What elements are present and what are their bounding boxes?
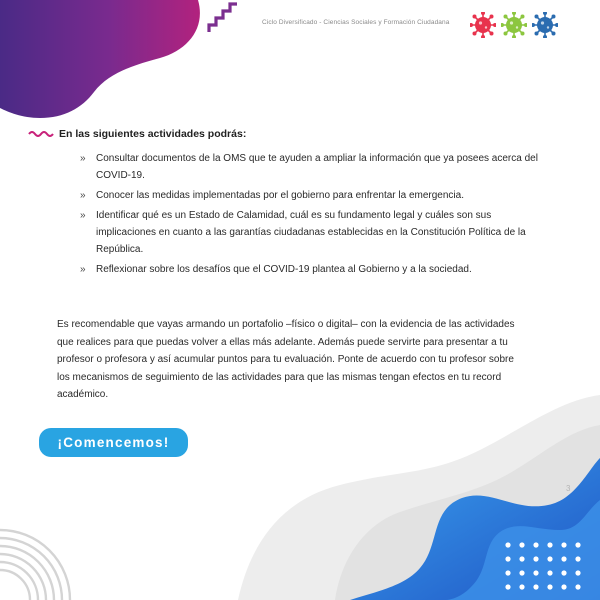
wave-underline-icon xyxy=(28,130,54,138)
list-item-text: Identificar qué es un Estado de Calamidad, cuál es su fundamento legal y cuáles son sus implicaciones en cuanto a las garantías ciudadanas establecidas en la Constitución Política de la República. xyxy=(96,210,526,255)
page-number: 3 xyxy=(566,484,571,493)
bullet-marker: » xyxy=(80,210,86,221)
list-item xyxy=(80,150,540,184)
bottom-left-arcs xyxy=(0,530,70,600)
bullet-marker: » xyxy=(80,190,86,201)
header-course-title: Ciclo Diversificado - Ciencias Sociales y Formación Ciudadana xyxy=(262,19,450,26)
list-item-text: Consultar documentos de la OMS que te ayuden a ampliar la información que ya posees acerca del COVID-19. xyxy=(96,153,538,181)
list-item xyxy=(80,207,540,258)
portfolio-paragraph: Es recomendable que vayas armando un portafolio –físico o digital– con la evidencia de las actividades que realices para que puedas volver a ellas más adelante. Además puede servirte para presentar a tu profesor o profesora y así acumular puntos para tu evaluación. Ponte de acuerdo con tu profesor sobre los mecanismos de seguimiento de las actividades para que las mismas tengan efectos en tu record académico. xyxy=(57,319,515,400)
virus-icon xyxy=(470,12,496,38)
virus-icon xyxy=(501,12,527,38)
bullet-marker: » xyxy=(80,153,86,164)
list-item-text: Reflexionar sobre los desafíos que el COVID-19 plantea al Gobierno y a la sociedad. xyxy=(96,264,472,275)
top-left-blob xyxy=(0,0,200,118)
activities-intro xyxy=(28,128,246,140)
list-item xyxy=(80,261,540,278)
activities-list xyxy=(80,150,540,281)
zigzag-decoration xyxy=(203,0,243,36)
activities-heading: En las siguientes actividades podrás: xyxy=(59,128,247,140)
virus-icon xyxy=(532,12,558,38)
start-button[interactable]: ¡Comencemos! xyxy=(39,428,188,457)
bullet-marker: » xyxy=(80,264,86,275)
list-item-text: Conocer las medidas implementadas por el gobierno para enfrentar la emergencia. xyxy=(96,190,464,201)
list-item xyxy=(80,187,540,204)
